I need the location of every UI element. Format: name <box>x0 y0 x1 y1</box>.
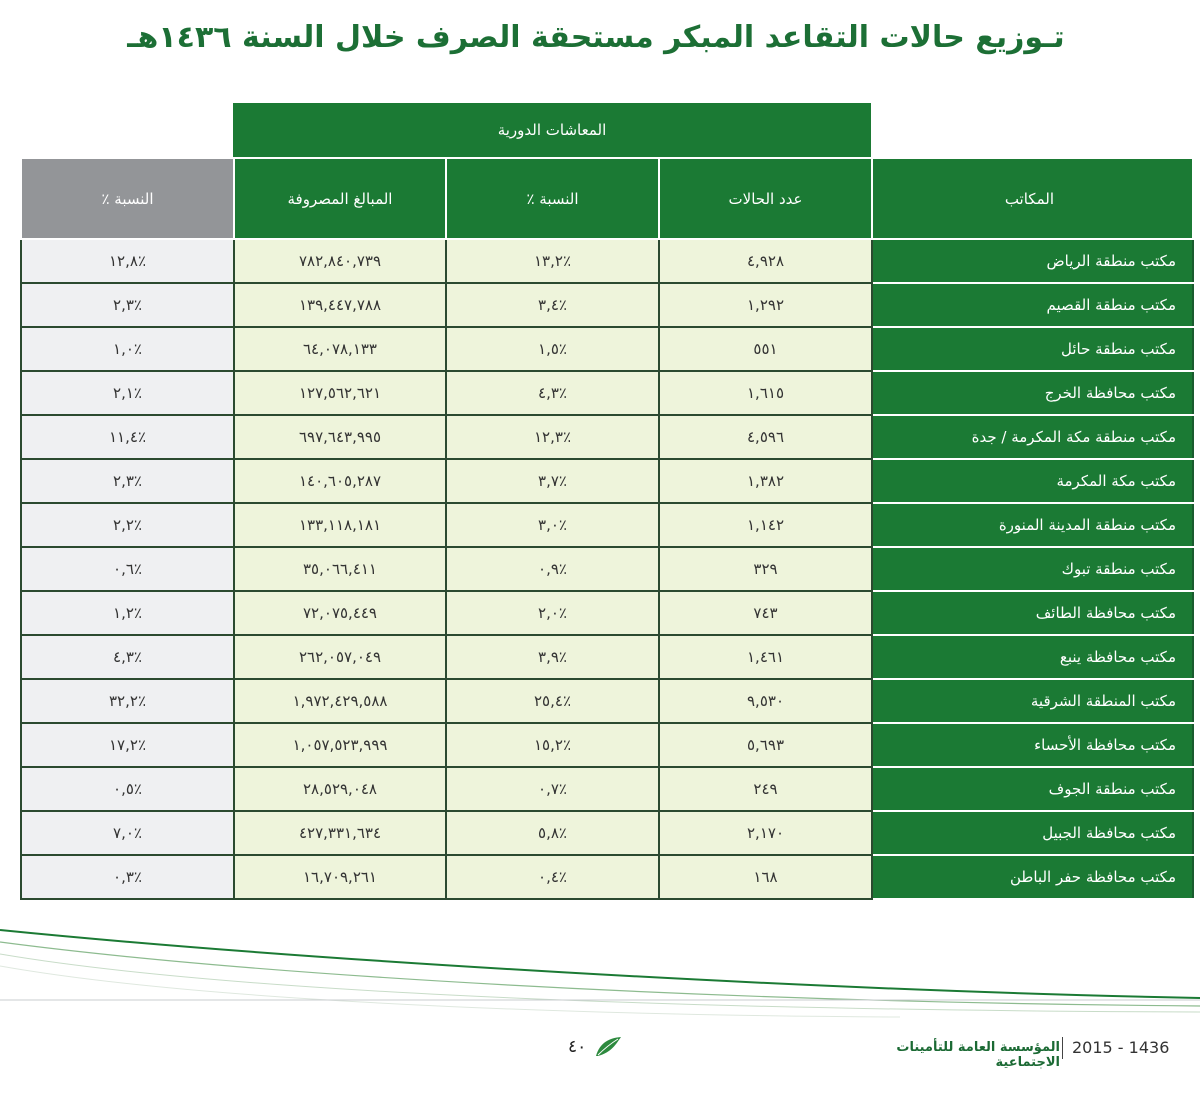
cell-office: مكتب منطقة المدينة المنورة <box>872 503 1193 547</box>
table-row <box>21 591 1193 635</box>
table-row <box>21 547 1193 591</box>
footer-swoosh-decoration <box>0 920 1200 1020</box>
table-row <box>21 679 1193 723</box>
cell-pct2: ٪٢,٣ <box>21 459 234 503</box>
header-amount: المبالغ المصروفة <box>234 158 446 239</box>
cell-office: مكتب منطقة مكة المكرمة / جدة <box>872 415 1193 459</box>
cell-count: ١,٣٨٢ <box>659 459 872 503</box>
table-row <box>21 415 1193 459</box>
cell-count: ٥٥١ <box>659 327 872 371</box>
cell-pct1: ٪١,٥ <box>446 327 659 371</box>
cell-pct2: ٪٧,٠ <box>21 811 234 855</box>
cell-pct1: ٪٥,٨ <box>446 811 659 855</box>
table-row <box>21 327 1193 371</box>
cell-amount: ٧٨٢,٨٤٠,٧٣٩ <box>234 239 446 283</box>
cell-amount: ١٣٩,٤٤٧,٧٨٨ <box>234 283 446 327</box>
cell-pct1: ٪١٢,٣ <box>446 415 659 459</box>
cell-pct2: ٪١١,٤ <box>21 415 234 459</box>
cell-office: مكتب محافظة الجبيل <box>872 811 1193 855</box>
cell-pct2: ٪٢,٣ <box>21 283 234 327</box>
cell-amount: ١٦,٧٠٩,٢٦١ <box>234 855 446 899</box>
table-header-row <box>21 158 1193 239</box>
cell-pct2: ٪٤,٣ <box>21 635 234 679</box>
cell-pct1: ٪٣,٠ <box>446 503 659 547</box>
cell-pct2: ٪٣٢,٢ <box>21 679 234 723</box>
cell-office: مكتب المنطقة الشرقية <box>872 679 1193 723</box>
cell-office: مكتب منطقة تبوك <box>872 547 1193 591</box>
cell-pct1: ٪٤,٣ <box>446 371 659 415</box>
cell-count: ٤,٥٩٦ <box>659 415 872 459</box>
cell-amount: ١,٠٥٧,٥٢٣,٩٩٩ <box>234 723 446 767</box>
cell-amount: ١,٩٧٢,٤٢٩,٥٨٨ <box>234 679 446 723</box>
cell-office: مكتب منطقة الرياض <box>872 239 1193 283</box>
cell-count: ١٦٨ <box>659 855 872 899</box>
cell-pct2: ٪٠,٦ <box>21 547 234 591</box>
cell-office: مكتب محافظة الطائف <box>872 591 1193 635</box>
cell-count: ٥,٦٩٣ <box>659 723 872 767</box>
cell-amount: ٦٩٧,٦٤٣,٩٩٥ <box>234 415 446 459</box>
cell-pct1: ٪٣,٩ <box>446 635 659 679</box>
leaf-icon <box>594 1036 622 1058</box>
header-office: المكاتب <box>872 158 1193 239</box>
table-row <box>21 503 1193 547</box>
cell-amount: ٢٦٢,٠٥٧,٠٤٩ <box>234 635 446 679</box>
header-count: عدد الحالات <box>659 158 872 239</box>
cell-count: ١,٢٩٢ <box>659 283 872 327</box>
cell-amount: ٢٨,٥٢٩,٠٤٨ <box>234 767 446 811</box>
cell-amount: ١٤٠,٦٠٥,٢٨٧ <box>234 459 446 503</box>
cell-count: ٣٢٩ <box>659 547 872 591</box>
cell-pct2: ٪٠,٥ <box>21 767 234 811</box>
cell-pct1: ٪٣,٧ <box>446 459 659 503</box>
cell-pct1: ٪١٥,٢ <box>446 723 659 767</box>
cell-count: ٢٤٩ <box>659 767 872 811</box>
table-row <box>21 635 1193 679</box>
cell-pct1: ٪١٣,٢ <box>446 239 659 283</box>
cell-count: ١,٦١٥ <box>659 371 872 415</box>
cell-pct2: ٪٠,٣ <box>21 855 234 899</box>
cell-pct1: ٪٠,٩ <box>446 547 659 591</box>
cell-amount: ١٣٣,١١٨,١٨١ <box>234 503 446 547</box>
header-pct1: النسبة ٪ <box>446 158 659 239</box>
footer-years: 2015 - 1436 <box>1072 1038 1170 1057</box>
table-row <box>21 371 1193 415</box>
early-retirement-table <box>20 157 1194 900</box>
cell-pct1: ٪٠,٧ <box>446 767 659 811</box>
header-pct2: النسبة ٪ <box>21 158 234 239</box>
cell-office: مكتب محافظة حفر الباطن <box>872 855 1193 899</box>
table-row <box>21 811 1193 855</box>
cell-count: ٤,٩٢٨ <box>659 239 872 283</box>
cell-office: مكتب منطقة القصيم <box>872 283 1193 327</box>
cell-office: مكتب منطقة الجوف <box>872 767 1193 811</box>
table-row <box>21 855 1193 899</box>
cell-office: مكتب مكة المكرمة <box>872 459 1193 503</box>
cell-office: مكتب محافظة الخرج <box>872 371 1193 415</box>
footer-divider <box>1062 1037 1063 1059</box>
table-row <box>21 723 1193 767</box>
table-row <box>21 283 1193 327</box>
page-title: تـوزيع حالات التقاعد المبكر مستحقة الصرف خلال السنة ١٤٣٦هـ <box>127 20 1065 55</box>
cell-count: ٩,٥٣٠ <box>659 679 872 723</box>
cell-pct1: ٪٢,٠ <box>446 591 659 635</box>
cell-amount: ٧٢,٠٧٥,٤٤٩ <box>234 591 446 635</box>
table-row <box>21 239 1193 283</box>
cell-amount: ٤٢٧,٣٣١,٦٣٤ <box>234 811 446 855</box>
table-row <box>21 459 1193 503</box>
cell-amount: ٣٥,٠٦٦,٤١١ <box>234 547 446 591</box>
cell-pct1: ٪٠,٤ <box>446 855 659 899</box>
cell-count: ٧٤٣ <box>659 591 872 635</box>
cell-pct2: ٪١٢,٨ <box>21 239 234 283</box>
cell-pct1: ٪٢٥,٤ <box>446 679 659 723</box>
cell-office: مكتب منطقة حائل <box>872 327 1193 371</box>
cell-count: ٢,١٧٠ <box>659 811 872 855</box>
cell-pct2: ٪٢,١ <box>21 371 234 415</box>
cell-count: ١,٤٦١ <box>659 635 872 679</box>
cell-count: ١,١٤٢ <box>659 503 872 547</box>
cell-amount: ٦٤,٠٧٨,١٣٣ <box>234 327 446 371</box>
cell-pct2: ٪١٧,٢ <box>21 723 234 767</box>
group-header-periodic-pensions: المعاشات الدورية <box>233 103 871 159</box>
cell-office: مكتب محافظة الأحساء <box>872 723 1193 767</box>
table-row <box>21 767 1193 811</box>
page-number: ٤٠ <box>568 1037 587 1057</box>
cell-pct2: ٪١,٢ <box>21 591 234 635</box>
cell-pct2: ٪٢,٢ <box>21 503 234 547</box>
cell-pct2: ٪١,٠ <box>21 327 234 371</box>
cell-pct1: ٪٣,٤ <box>446 283 659 327</box>
cell-amount: ١٢٧,٥٦٢,٦٢١ <box>234 371 446 415</box>
cell-office: مكتب محافظة ينبع <box>872 635 1193 679</box>
footer-organization: المؤسسة العامة للتأمينات الاجتماعية <box>896 1040 1060 1070</box>
